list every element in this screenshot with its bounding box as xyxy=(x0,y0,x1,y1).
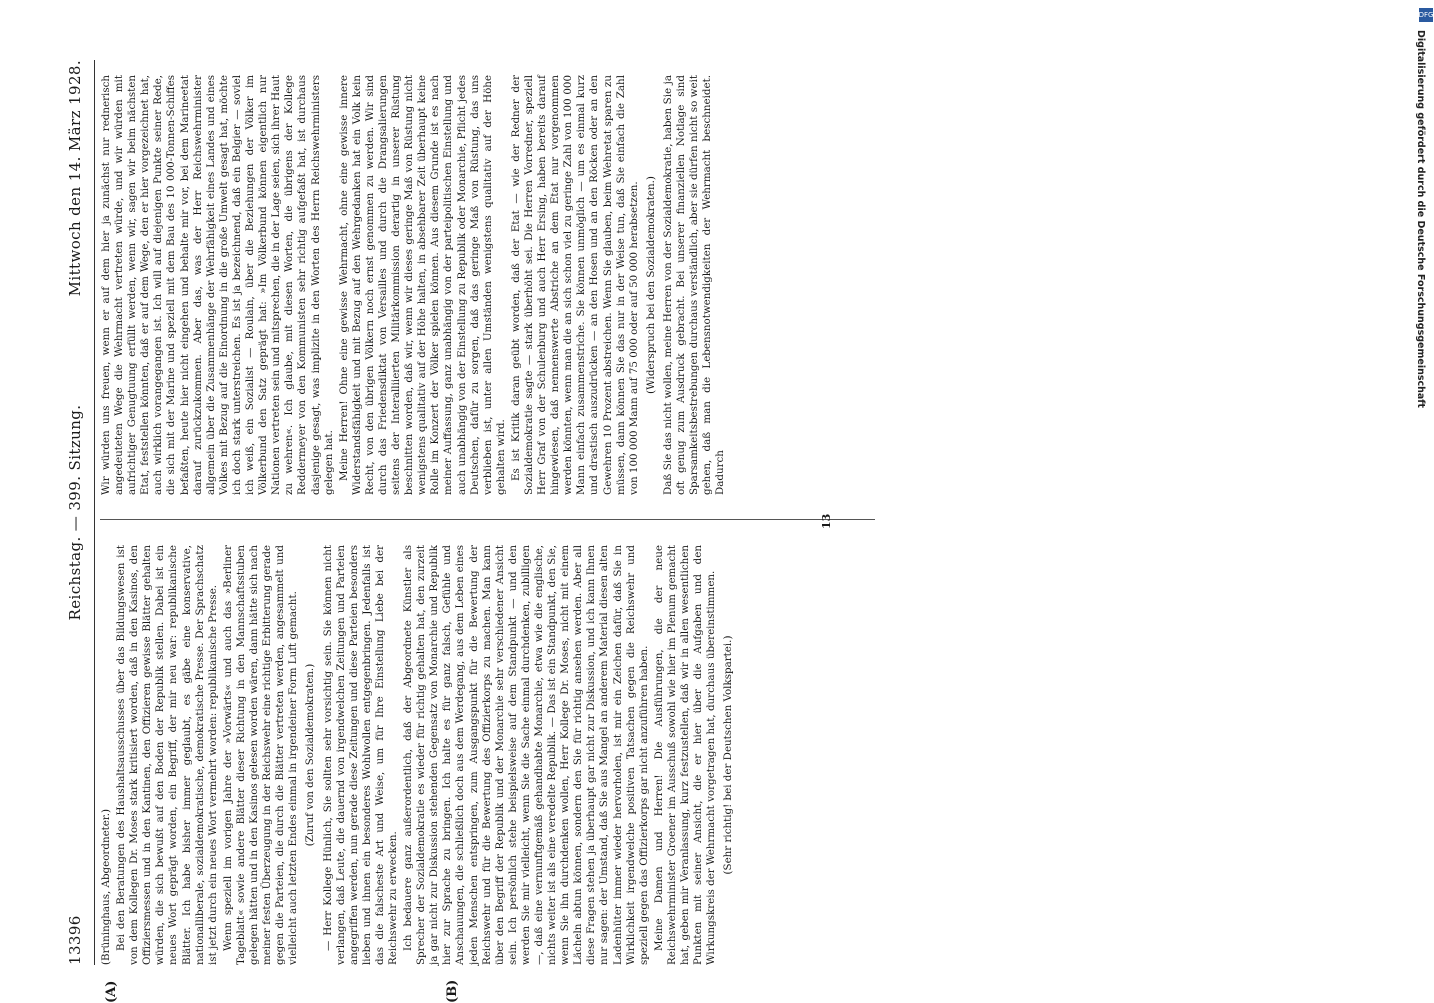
paragraph: Wir würden uns freuen, wenn er auf dem hier ja zunächst nur rednerisch angedeuteten Wege die Wehrmacht vertreten würde, und wir würden mit aufrichtiger Genugtuung erfüllt werden, wenn wir, sagen wir beim nächsten Etat, feststellen könnten, daß er auf dem Wege, den er hier vorgezeichnet hat, auch wirklich vorangegangen ist. Ich will auf diejenigen Punkte seiner Rede, die sich mit der Marine und speziell mit dem Bau des 10 000-Tonnen-Schiffes befaßten, heute hier nicht eingehen und behalte mir vor, bei dem Marineetat darauf zurückzukommen. Aber das, was der Herr Reichswehrminister allgemein über die Zusammenhänge der Wehrfähigkeit eines Landes und eines Volkes mit Bezug auf die Einordnung in die große Umwelt gesagt hat, möchte ich doch stark unterstreichen. Es ist ja bezeichnend, daß ein Belgier — soviel ich weiß, ein Sozialist — Roulain, über die Beziehungen der Völker im Völkerbund den Satz geprägt hat: »Im Völkerbund können eigentlich nur Nationen vertreten sein und mitsprechen, die in der Lage seien, sich ihrer Haut zu wehren«. Ich glaube, mit diesen Worten, die übrigens der Kollege Reddermeyer von den Kommunisten sehr richtig aufgefaßt hat, ist durchaus dasjenige gesagt, was implizite in den Worten des Herrn Reichswehrministers gelegen hat. xyxy=(100,75,335,495)
page-header xyxy=(60,60,94,965)
interjection: (Sehr richtig! bei der Deutschen Volkspartei.) xyxy=(722,635,735,875)
paragraph: Es ist Kritik daran geübt worden, daß der Etat — wie der Redner der Sozialdemokratie sagte — stark überhöht sei. Die Herren Vorredner, speziell Herr Graf von der Schulenburg und auch Herr Ersing, haben bereits darauf hingewiesen, daß nennenswerte Abstriche an dem Etat nur vorgenommen werden könnten, wenn man die an sich schon viel zu geringe Zahl von 100 000 Mann einfach zusammenstriche. Sie können unmöglich — um es einmal kurz und drastisch auszudrücken — an den Hosen und an den Röcken oder an den Gewehren 10 Prozent abstreichen. Wenn Sie glauben, beim Wehretat sparen zu müssen, dann können Sie das nur in der Weise tun, daß Sie einfach die Zahl von 100 000 Mann auf 75 000 oder auf 50 000 herabsetzen. xyxy=(509,75,640,495)
interjection: (Zuruf von den Sozialdemokraten.) xyxy=(304,663,317,847)
running-title: Reichstag. — 399. Sitzung. xyxy=(66,404,84,621)
paragraph: Bei den Beratungen des Haushaltsausschusses über das Bildungswesen ist von dem Kollegen Dr. Moses stark kritisiert worden, daß in den Kasinos, den Offiziersmessen und in den Kantinen, den Offizieren gewisse Blätter gehalten würden, die sich bewußt auf den Boden der Republik stellen. Dabei ist ein neues Wort geprägt worden, ein Begriff, der mir neu war: republikanische Blätter. Ich habe bisher immer geglaubt, es gäbe eine konservative, nationalliberale, sozialdemokratische, demokratische Presse. Der Sprachschatz ist jetzt durch ein neues Wort vermehrt worden: republikanische Presse. xyxy=(115,545,219,965)
paragraph: Daß Sie das nicht wollen, meine Herren von der Sozialdemokratie, haben Sie ja oft genug zum Ausdruck gebracht. Bei unserer finanziellen Notlage sind Sparsamkeitsbestrebungen durchaus verständlich, aber sie dürfen nicht so weit gehen, daß man die Lebensnotwendigkeiten der Wehrmacht beschneidet. Dadurch xyxy=(661,75,727,495)
paragraph: Meine Damen und Herren! Die Ausführungen, die der neue Reichswehrminister Groener im Ausschuß sowohl wie hier im Plenum gemacht hat, geben mir Veranlassung, kurz festzustellen, daß wir in allen wesentlichen Punkten mit seiner Ansicht, die er hier über die Aufgaben und den Wirkungskreis der Wehrmacht vorgetragen hat, durchaus übereinstimmen. xyxy=(652,545,718,965)
right-text-column xyxy=(100,75,729,495)
header-rule xyxy=(94,60,95,965)
margin-marker-b: (B) xyxy=(445,979,460,1003)
paragraph: (Brüninghaus, Abgeordneter.) xyxy=(100,809,112,965)
page-mark: 13 xyxy=(820,513,833,529)
interjection: (Widerspruch bei den Sozialdemokraten.) xyxy=(644,176,657,394)
digitization-credit-text: Digitalisierung gefördert durch die Deutsche Forschungsgemeinschaft xyxy=(1415,30,1426,408)
paragraph: Ich bedauere ganz außerordentlich, daß der Abgeordnete Künstler als Sprecher der Sozialdemokratie es wieder für richtig gehalten hat, den zurzeit ja gar nicht zur Diskussion stehenden Gegensatz von Monarchie und Republik hier zur Sprache zu bringen. Ich halte es für ganz falsch, Gefühle und Anschauungen, die schließlich doch aus dem Werdegang, aus dem Leben eines jeden Menschen entspringen, zum Ausgangspunkt für die Bewertung der Reichswehr und für die Bewertung des Offizierkorps zu machen. Man kann über den Begriff der Republik und der Monarchie sehr verschiedener Ansicht sein. Ich persönlich stehe beispielsweise auf dem Standpunkt — und den werden Sie mir vielleicht, wenn Sie die Sache einmal durchdenken, zubilligen —, daß eine vernunftgemäß gehandhabte Monarchie, etwa wie die englische, nichts weiter ist als eine veredelte Republik. — Das ist ein Standpunkt, den Sie, wenn Sie ihn durchdenken wollen, Herr Kollege Dr. Moses, nicht mit einem Lächeln abtun können, sondern den Sie für richtig ansehen werden. Aber all diese Fragen stehen ja überhaupt gar nicht zur Diskussion, und ich kann Ihnen nur sagen: der Umstand, daß Sie aus Mangel an anderem Material diesen alten Ladenhüter immer wieder hervorholen, ist mir ein Zeichen dafür, daß Sie in Wirklichkeit irgendwelche positiven Tatsachen gegen die Reichswehr und speziell gegen das Offizierkorps gar nicht anzuführen haben. xyxy=(402,545,650,965)
page-number: 13396 xyxy=(66,915,84,965)
paragraph: Wenn speziell im vorigen Jahre der »Vorwärts« und auch das »Berliner Tageblatt« sowie andere Blätter dieser Richtung in den Mannschaftsstuben gelegen hätten und in den Kasinos gelesen worden wären, dann hätte sich nach meiner festen Überzeugung in der Reichswehr eine richtige Erbitterung gerade gegen die Parteien, die durch die Blätter vertreten werden, angesammelt und vielleicht auch letzten Endes einmal in irgendeiner Form Luft gemacht. xyxy=(221,545,300,965)
column-divider xyxy=(100,519,875,520)
paragraph: — Herr Kollege Hünlich, Sie sollten sehr vorsichtig sein. Sie können nicht verlangen, daß Leute, die dauernd von irgendwelchen Zeitungen und Parteien angegriffen werden, nun gerade diese Zeitungen und diese Parteien besonders lieben und ihnen ein besonderes Wohlwollen entgegenbringen. Jedenfalls ist das die falscheste Art und Weise, um für Ihre Einstellung Liebe bei der Reichswehr zu erwecken. xyxy=(321,545,399,965)
left-text-column xyxy=(100,545,739,965)
rotated-document-page xyxy=(60,60,880,1003)
session-date: Mittwoch den 14. März 1928. xyxy=(66,60,84,297)
dfg-logo: DFG xyxy=(1419,8,1433,22)
margin-marker-a: (A) xyxy=(104,980,119,1003)
paragraph: Meine Herren! Ohne eine gewisse Wehrmacht, ohne eine gewisse innere Widerstandsfähigkeit und mit Bezug auf den Wehrgedanken hat ein Volk kein Recht, von den übrigen Völkern noch ernst genommen zu werden. Wir sind durch das Friedensdiktat von Versailles und durch die Drangsalierungen seitens der Interalliierten Militärkommission derartig in unserer Rüstung beschnitten worden, daß wir, wenn wir dieses geringe Maß von Rüstung nicht wenigstens qualitativ auf der Höhe halten, in absehbarer Zeit überhaupt keine Rolle im Konzert der Völker spielen können. Aus diesem Grunde ist es nach meiner Auffassung, ganz unabhängig von der parteipolitischen Einstellung und auch unabhängig von der Einstellung zu Republik oder Monarchie, Pflicht jedes Deutschen, dafür zu sorgen, daß das geringe Maß von Rüstung, das uns verblieben ist, unter allen Umständen wenigstens qualitativ auf der Höhe gehalten wird. xyxy=(337,75,507,495)
